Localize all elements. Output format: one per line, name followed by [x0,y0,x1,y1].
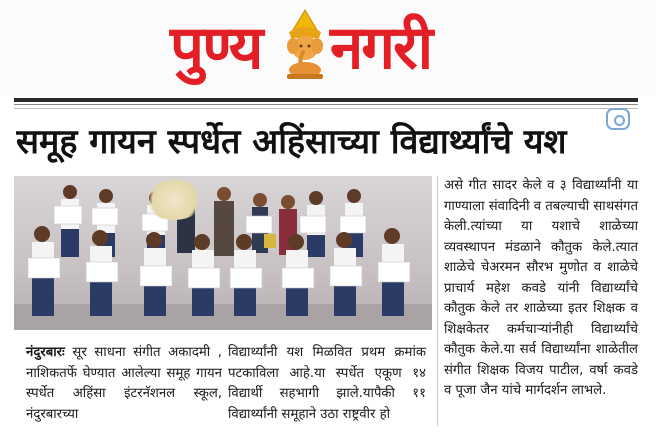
masthead-name-right: नगरी [330,13,432,83]
dateline-place: नंदुरबारः [26,345,65,360]
column-divider [437,176,438,426]
masthead-name-left: पुण्य [170,13,262,83]
group-photo-figures [14,176,432,330]
group-photo [14,176,432,330]
article-column-2: विद्यार्थ्यांनी यश मिळवित प्रथम क्रमांक पटकाविला आहे.या स्पर्धेत एकूण १४ विद्यार्थी सहभागी झाले.यापैकी ११ विद्यार्थ्यांनी समूहाने उठा राष्ट्रवीर हो [228,345,426,422]
masthead [0,0,656,96]
wall-logo [144,180,204,220]
masthead-rule [14,98,638,102]
article-column-1-text: सूर साधना संगीत अकादमी , नाशिकतर्फे घेण्यात आलेल्या समूह गायन स्पर्धेत अहिंसा इंटरनॅशनल स्कूल, नंदुरबारच्या [26,345,222,422]
article-headline: समूह गायन स्पर्धेत अहिंसाच्या विद्यार्थ्यांचे यश [16,122,567,162]
masthead-rule-thin [14,104,638,105]
article-column-right: असे गीत सादर केले व ३ विद्यार्थ्यांनी या गाण्याला संवादिनी व तबल्याची साथसंगत केली.त्यांच्या या यशाचे शाळेच्या व्यवस्थापन मंडळाने कौतुक केले.त्यात शाळेचे चेअरमन सौरभ मुणोत व शाळेचे प्राचार्य महेश कवडे यांनी विद्यार्थ्यांचे कौतुक केले तर शाळेच्या इतर शिक्षक व शिक्षकेतर कर्मचार्‍यांनीही विद्यार्थ्यांचे कौतुक केले.या सर्व विद्यार्थ्यांना शाळेतील संगीत शिक्षक विजय पाटील, वर्षा कवडे व पूजा जैन यांचे मार्गदर्शन लाभले. [444,178,638,398]
ganesha-logo-icon [283,8,327,80]
masthead-rule-thin-2 [14,108,638,109]
article-column-1 [26,343,222,425]
